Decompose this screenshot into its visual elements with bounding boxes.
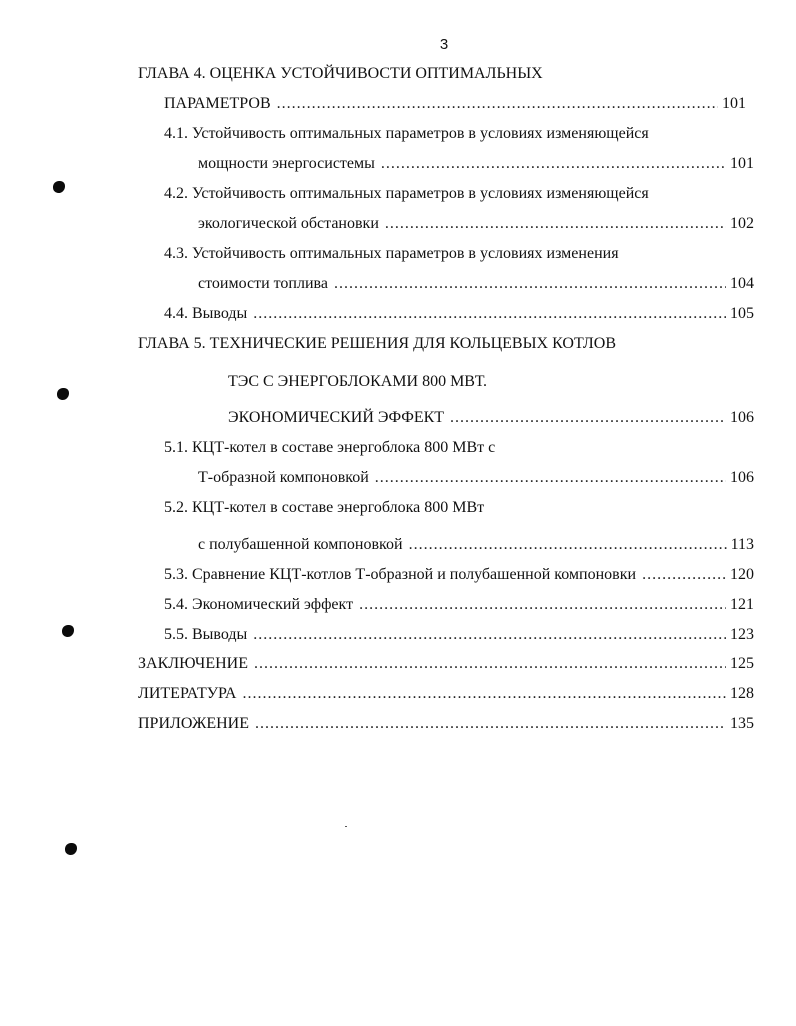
- dot-leader: [242, 682, 726, 706]
- dot-leader: [253, 302, 726, 326]
- toc-text: экологической обстановки: [198, 215, 379, 232]
- punch-hole-mark: [65, 843, 77, 855]
- toc-section-4-2-entry[interactable]: [198, 212, 754, 236]
- toc-section-5-1-title: [164, 436, 495, 460]
- toc-section-4-3-title: [164, 242, 619, 266]
- toc-text: ЗАКЛЮЧЕНИЕ: [138, 655, 248, 672]
- toc-page-number: 105: [730, 305, 754, 322]
- dot-leader: [385, 212, 726, 236]
- toc-text: 4.3. Устойчивость оптимальных параметров в условиях изменения: [164, 245, 619, 262]
- dot-leader: [375, 466, 726, 490]
- toc-page-number: 106: [730, 409, 754, 426]
- toc-text: ТЭС С ЭНЕРГОБЛОКАМИ 800 МВТ.: [228, 373, 487, 390]
- toc-appendix-entry[interactable]: [138, 712, 754, 736]
- toc-page-number: 104: [730, 275, 754, 292]
- toc-page-number: 102: [730, 215, 754, 232]
- dot-leader: [409, 533, 727, 557]
- toc-text: ЭКОНОМИЧЕСКИЙ ЭФФЕКТ: [228, 409, 445, 426]
- toc-text: 4.1. Устойчивость оптимальных параметров в условиях изменяющейся: [164, 125, 649, 142]
- dot-leader: [254, 652, 726, 676]
- toc-section-4-1-entry[interactable]: [198, 152, 754, 176]
- toc-section-5-2-entry[interactable]: [198, 533, 754, 557]
- toc-chapter-4-entry[interactable]: [164, 92, 746, 116]
- dot-leader: [450, 406, 726, 430]
- dot-leader: [642, 563, 726, 587]
- toc-page-number: 128: [730, 685, 754, 702]
- toc-section-5-4-entry[interactable]: [164, 593, 754, 617]
- toc-text: 4.4. Выводы: [164, 305, 248, 322]
- dot-leader: [255, 712, 726, 736]
- toc-section-4-1-title: [164, 122, 649, 146]
- toc-section-5-3-entry[interactable]: [164, 563, 754, 587]
- toc-text: ЛИТЕРАТУРА: [138, 685, 237, 702]
- toc-chapter-5-entry[interactable]: [228, 406, 754, 430]
- dot-leader: [334, 272, 726, 296]
- toc-page-number: 101: [730, 155, 754, 172]
- toc-text: ГЛАВА 5. ТЕХНИЧЕСКИЕ РЕШЕНИЯ ДЛЯ КОЛЬЦЕВЫХ КОТЛОВ: [138, 335, 616, 352]
- toc-section-5-2-title: [164, 496, 484, 520]
- dot-leader: [253, 623, 726, 647]
- dot-leader: [277, 92, 718, 116]
- punch-hole-mark: [53, 181, 65, 193]
- toc-page-number: 120: [730, 566, 754, 583]
- toc-text: с полубашенной компоновкой: [198, 536, 403, 553]
- toc-section-5-1-entry[interactable]: [198, 466, 754, 490]
- toc-chapter-5-title: [138, 332, 616, 356]
- toc-literature-entry[interactable]: [138, 682, 754, 706]
- toc-text: 5.2. КЦТ-котел в составе энергоблока 800 МВт: [164, 499, 485, 516]
- toc-text: ПАРАМЕТРОВ: [164, 95, 271, 112]
- toc-page-number: 106: [730, 469, 754, 486]
- toc-text: ПРИЛОЖЕНИЕ: [138, 715, 250, 732]
- punch-hole-mark: [62, 625, 74, 637]
- toc-page-number: 135: [730, 715, 754, 732]
- toc-page-number: 113: [730, 536, 754, 553]
- toc-text: 5.4. Экономический эффект: [164, 596, 354, 613]
- page-number: 3: [439, 36, 449, 53]
- punch-hole-mark: [57, 388, 69, 400]
- toc-conclusion-entry[interactable]: [138, 652, 754, 676]
- dot-leader: [359, 593, 726, 617]
- toc-section-4-2-title: [164, 182, 649, 206]
- toc-page-number: 125: [730, 655, 754, 672]
- toc-text: 5.3. Сравнение КЦТ-котлов Т-образной и полубашенной компоновки: [164, 566, 637, 583]
- toc-text: 5.1. КЦТ-котел в составе энергоблока 800 МВт с: [164, 439, 496, 456]
- toc-text: ГЛАВА 4. ОЦЕНКА УСТОЙЧИВОСТИ ОПТИМАЛЬНЫХ: [138, 65, 543, 82]
- toc-text: Т-образной компоновкой: [198, 469, 369, 486]
- toc-section-4-3-entry[interactable]: [198, 272, 754, 296]
- scan-speck: [345, 826, 347, 827]
- toc-page-number: 101: [722, 95, 746, 112]
- toc-text: 4.2. Устойчивость оптимальных параметров в условиях изменяющейся: [164, 185, 649, 202]
- toc-text: мощности энергосистемы: [198, 155, 375, 172]
- toc-section-4-4-entry[interactable]: [164, 302, 754, 326]
- toc-text: 5.5. Выводы: [164, 626, 248, 643]
- toc-chapter-4-title: [138, 62, 543, 86]
- dot-leader: [381, 152, 726, 176]
- toc-page-number: 121: [730, 596, 754, 613]
- toc-chapter-5-title-line-2: [228, 370, 487, 394]
- toc-page-number: 123: [730, 626, 754, 643]
- toc-section-5-5-entry[interactable]: [164, 623, 754, 647]
- toc-text: стоимости топлива: [198, 275, 328, 292]
